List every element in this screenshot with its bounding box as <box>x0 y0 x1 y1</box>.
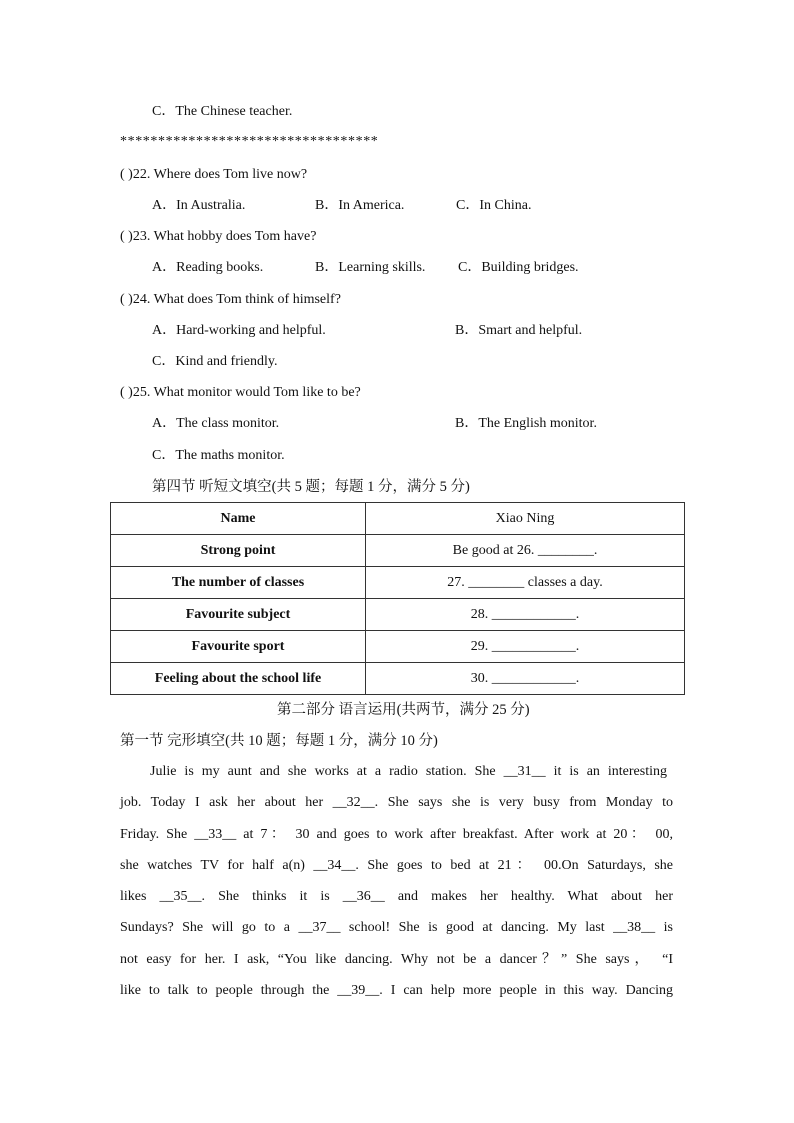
section-1-title: 第一节 完形填空(共 10 题；每题 1 分，满分 10 分) <box>120 733 438 749</box>
question-option: C．Kind and friendly. <box>152 354 278 369</box>
table-row <box>111 503 685 535</box>
passage-line: Julie is my aunt and she works at a radio station. She __31__ it is an interesting <box>150 764 667 779</box>
passage-line: she watches TV for half a(n) __34__. She goes to bed at 21： 00.On Saturdays, she <box>120 858 673 873</box>
passage-line: Sundays? She will go to a __37__ school! She is good at dancing. My last __38__ is <box>120 920 673 935</box>
question-option: C．Building bridges. <box>458 260 579 275</box>
question-stem: ( )23. What hobby does Tom have? <box>120 229 317 244</box>
passage-line: likes __35__. She thinks it is __36__ and makes her healthy. What about her <box>120 889 673 904</box>
question-stem: ( )25. What monitor would Tom like to be? <box>120 385 361 400</box>
question-stem: ( )22. Where does Tom live now? <box>120 167 308 182</box>
question-option: A．Reading books. <box>152 260 264 275</box>
table-key: Strong point <box>111 535 366 567</box>
table-row <box>111 567 685 599</box>
passage-line: Friday. She __33__ at 7： 30 and goes to work after breakfast. After work at 20： 00, <box>120 827 673 842</box>
top-option: C．The Chinese teacher. <box>152 104 293 119</box>
separator: ********************************** <box>120 134 379 149</box>
part-2-title: 第二部分 语言运用(共两节，满分 25 分) <box>277 702 530 718</box>
question-option: C．In China. <box>456 198 532 213</box>
table-value: 27. ________ classes a day. <box>366 567 685 599</box>
table-key: Name <box>111 503 366 535</box>
table-row <box>111 599 685 631</box>
passage-line: not easy for her. I ask, “You like dancing. Why not be a dancer？” She says， “I <box>120 952 673 967</box>
table-row <box>111 535 685 567</box>
table-key: Feeling about the school life <box>111 663 366 695</box>
question-option: A．The class monitor. <box>152 416 280 431</box>
table-row <box>111 663 685 695</box>
question-option: B．The English monitor. <box>455 416 597 431</box>
question-option: A．In Australia. <box>152 198 246 213</box>
info-table <box>110 502 685 695</box>
question-option: B．In America. <box>315 198 405 213</box>
table-key: Favourite sport <box>111 631 366 663</box>
passage-line: like to talk to people through the __39__. I can help more people in this way. Dancing <box>120 983 673 998</box>
passage-line: job. Today I ask her about her __32__. She says she is very busy from Monday to <box>120 795 673 810</box>
question-stem: ( )24. What does Tom think of himself? <box>120 292 341 307</box>
section-4-title: 第四节 听短文填空(共 5 题；每题 1 分，满分 5 分) <box>152 479 470 495</box>
table-row <box>111 631 685 663</box>
table-key: The number of classes <box>111 567 366 599</box>
question-option: B．Smart and helpful. <box>455 323 583 338</box>
question-option: C．The maths monitor. <box>152 448 285 463</box>
table-value: Be good at 26. ________. <box>366 535 685 567</box>
table-value: 29. ____________. <box>366 631 685 663</box>
table-value: 28. ____________. <box>366 599 685 631</box>
table-value: 30. ____________. <box>366 663 685 695</box>
question-option: B．Learning skills. <box>315 260 426 275</box>
question-option: A．Hard-working and helpful. <box>152 323 326 338</box>
table-value: Xiao Ning <box>366 503 685 535</box>
table-key: Favourite subject <box>111 599 366 631</box>
